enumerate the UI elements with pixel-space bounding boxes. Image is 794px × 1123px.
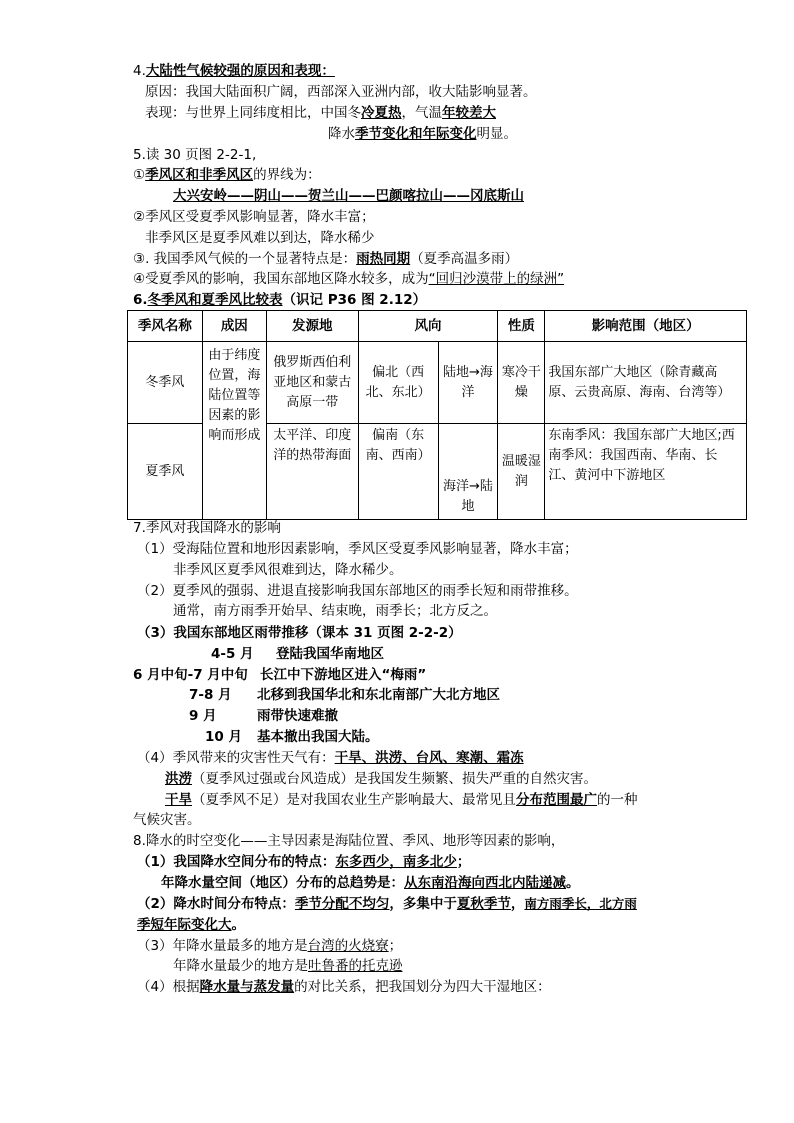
s4-show-2: 降水季节变化和年际变化明显。 [328,126,517,142]
winter-dir2: 陆地→海洋 [438,342,498,424]
s8-p2b: 季短年际变化大。 [137,917,245,933]
winter-source: 俄罗斯西伯利亚地区和蒙古高原一带 [266,342,358,424]
s7-p3: （3）我国东部地区雨带推移（课本 31 页图 2-2-2） [137,625,462,641]
table-row-winter [128,342,747,424]
s8-p3: （3）年降水量最多的地方是台湾的火烧寮； [137,938,403,954]
rain-belt-desc-1: 登陆我国华南地区 [276,646,384,662]
s7-p4e: 气候灾害。 [133,812,201,828]
rain-belt-time-2: 6 月中旬-7 月中旬 [133,667,248,683]
s7-p1b: 非季风区夏季风很难到达，降水稀少。 [173,562,403,578]
header-name: 季风名称 [128,311,203,342]
header-range: 影响范围（地区） [545,311,747,342]
winter-dir1: 偏北（西北、东北） [358,342,438,424]
s5-title: 5.读 30 页图 2-2-1, [133,147,257,163]
s5-line4: 非季风区是夏季风难以到达，降水稀少 [145,230,375,246]
s7-p4c: 洪涝（夏季风过强或台风造成）是我国发生频繁、损失严重的自然灾害。 [165,771,597,787]
s7-title: 7.季风对我国降水的影响 [133,520,281,536]
winter-name: 冬季风 [128,342,203,424]
s7-p4: （4）季风带来的灾害性天气有：干旱、洪涝、台风、寒潮、霜冻 [137,750,524,766]
summer-dir2: 海洋→陆地 [438,424,498,520]
s7-p2b: 通常，南方雨季开始早、结束晚，雨季长；北方反之。 [173,603,497,619]
s4-show-1: 表现：与世界上同纬度相比，中国冬冷夏热，气温年较差大 [145,105,496,121]
rain-belt-time-3: 7-8 月 [189,687,232,703]
rain-belt-desc-2: 长江中下游地区进入“梅雨” [260,667,427,683]
s7-p4d: 干旱（夏季风不足）是对我国农业生产影响最大、最常见且分布范围最广的一种 [165,792,638,808]
s5-line5: ③. 我国季风气候的一个显著特点是：雨热同期（夏季高温多雨） [133,251,519,267]
s5-line6: ④受夏季风的影响，我国东部地区降水较多，成为“回归沙漠带上的绿洲” [133,271,565,287]
s8-p1: （1）我国降水空间分布的特点：东多西少，南多北少； [137,854,471,870]
summer-name: 夏季风 [128,424,203,520]
s5-line3: ②季风区受夏季风影响显著，降水丰富； [133,209,375,225]
summer-dir1: 偏南（东南、西南） [358,424,438,520]
rain-belt-desc-3: 北移到我国华北和东北南部广大北方地区 [257,687,500,703]
header-cause: 成因 [202,311,266,342]
s7-p1: （1）受海陆位置和地形因素影响，季风区受夏季风影响显著，降水丰富； [137,541,578,557]
rain-belt-time-1: 4-5 月 [211,646,254,662]
s4-title: 4.大陆性气候较强的原因和表现： [133,63,335,79]
s8-title: 8.降水的时空变化——主导因素是海陆位置、季风、地形等因素的影响， [133,833,565,849]
s5-boundary: 大兴安岭——阴山——贺兰山——巴颜喀拉山——冈底斯山 [173,188,524,204]
summer-nature: 温暖湿润 [498,424,545,520]
rain-belt-time-4: 9 月 [189,708,217,724]
s5-line1: ①季风区和非季风区的界线为： [133,167,321,183]
monsoon-comparison-table [127,310,747,520]
summer-range: 东南季风：我国东部广大地区;西南季风：我国西南、华南、长江、黄河中下游地区 [545,424,747,520]
header-source: 发源地 [266,311,358,342]
rain-belt-time-5: 10 月 [205,729,242,745]
cause-cell: 由于纬度位置，海陆位置等因素的影响而形成 [202,342,266,520]
s8-p1b: 年降水量空间（地区）分布的总趋势是：从东南沿海向西北内陆递减。 [161,875,580,891]
table-header-row [128,311,747,342]
s4-reason: 原因：我国大陆面积广阔，西部深入亚洲内部，收大陆影响显著。 [145,84,537,100]
s6-title: 6.冬季风和夏季风比较表（识记 P36 图 2.12） [133,292,427,308]
header-nature: 性质 [498,311,545,342]
winter-nature: 寒冷干燥 [498,342,545,424]
s8-p3b: 年降水量最少的地方是吐鲁番的托克逊 [173,958,403,974]
winter-range: 我国东部广大地区（除青藏高原、云贵高原、海南、台湾等） [545,342,747,424]
header-direction: 风向 [358,311,498,342]
s8-p4: （4）根据降水量与蒸发量的对比关系，把我国划分为四大干湿地区： [137,979,551,995]
rain-belt-desc-5: 基本撤出我国大陆。 [257,729,379,745]
s8-p2: （2）降水时间分布特点：季节分配不均匀，多集中于夏秋季节，南方雨季长，北方雨 [137,896,637,912]
s7-p2: （2）夏季风的强弱、进退直接影响我国东部地区的雨季长短和雨带推移。 [137,583,578,599]
summer-source: 太平洋、印度洋的热带海面 [266,424,358,520]
rain-belt-desc-4: 雨带快速难撤 [257,708,338,724]
